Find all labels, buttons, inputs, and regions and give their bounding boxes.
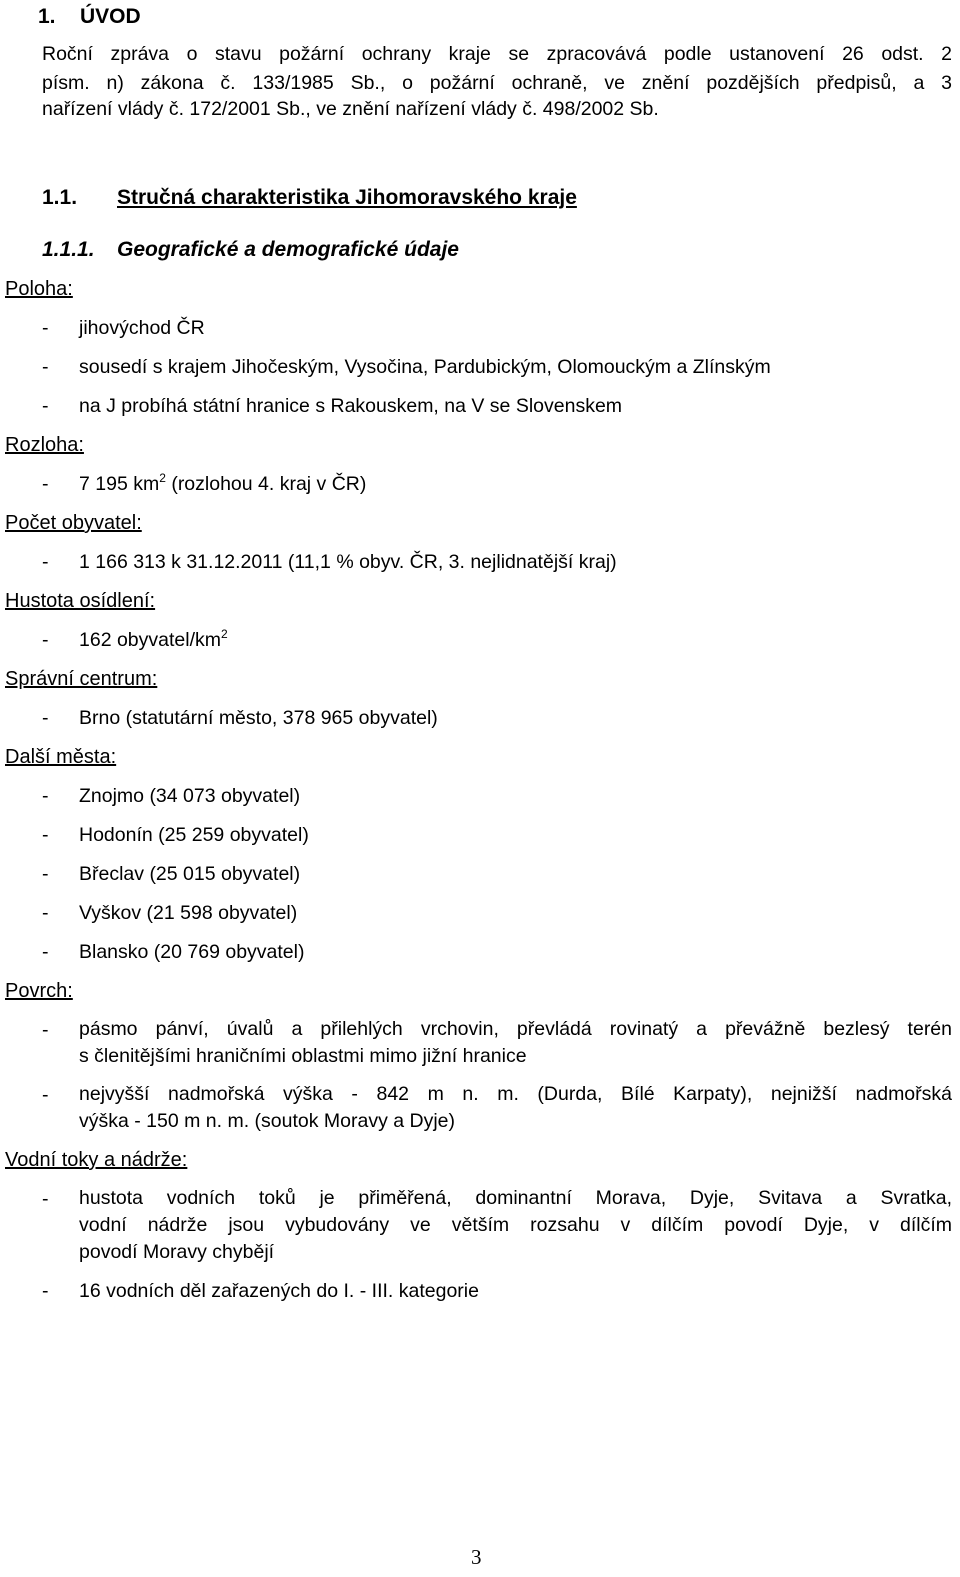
rozloha-suffix: (rozlohou 4. kraj v ČR) bbox=[165, 473, 367, 495]
hustota-value bbox=[79, 629, 228, 652]
page-number: 3 bbox=[471, 1545, 482, 1569]
label-povrch: Povrch: bbox=[5, 980, 73, 1002]
bullet-dash: - bbox=[42, 863, 49, 885]
vodni-item-1-line-3: povodí Moravy chybějí bbox=[79, 1241, 275, 1263]
poloha-item: jihovýchod ČR bbox=[79, 317, 205, 339]
mesto-item: Břeclav (25 015 obyvatel) bbox=[79, 863, 301, 885]
poloha-item: na J probíhá státní hranice s Rakouskem, na V se Slovenskem bbox=[79, 395, 623, 417]
hustota-superscript: 2 bbox=[221, 627, 228, 641]
subsubsection-number: 1.1.1. bbox=[42, 238, 95, 261]
bullet-dash: - bbox=[42, 395, 49, 417]
subsection-title: Stručná charakteristika Jihomoravského kraje bbox=[117, 186, 577, 209]
label-vodni-toky: Vodní toky a nádrže: bbox=[5, 1149, 188, 1171]
intro-line-1: Roční zpráva o stavu požární ochrany kraje se zpracovává podle ustanovení 26 odst. 2 bbox=[42, 43, 952, 65]
bullet-dash: - bbox=[42, 317, 49, 339]
bullet-dash: - bbox=[42, 902, 49, 924]
mesto-item: Blansko (20 769 obyvatel) bbox=[79, 941, 305, 963]
intro-line-2: písm. n) zákona č. 133/1985 Sb., o požární ochraně, ve znění pozdějších předpisů, a 3 bbox=[42, 72, 952, 94]
mesto-item: Hodonín (25 259 obyvatel) bbox=[79, 824, 309, 846]
rozloha-number: 7 195 km bbox=[79, 473, 160, 495]
bullet-dash: - bbox=[42, 1084, 49, 1106]
rozloha-value bbox=[79, 473, 366, 496]
label-pocet-obyvatel: Počet obyvatel: bbox=[5, 512, 142, 534]
bullet-dash: - bbox=[42, 473, 49, 495]
subsection-number: 1.1. bbox=[42, 186, 78, 209]
pocet-value: 1 166 313 k 31.12.2011 (11,1 % obyv. ČR, 3. nejlidnatější kraj) bbox=[79, 551, 617, 573]
bullet-dash: - bbox=[42, 1019, 49, 1041]
bullet-dash: - bbox=[42, 1280, 49, 1302]
povrch-item-2-line-1: nejvyšší nadmořská výška - 842 m n. m. (Durda, Bílé Karpaty), nejnižší nadmořská bbox=[79, 1083, 952, 1105]
section-title: ÚVOD bbox=[80, 5, 141, 28]
povrch-item-2-line-2: výška - 150 m n. m. (soutok Moravy a Dyje) bbox=[79, 1110, 456, 1132]
bullet-dash: - bbox=[42, 629, 49, 651]
label-rozloha: Rozloha: bbox=[5, 434, 84, 456]
section-number: 1. bbox=[38, 5, 56, 28]
hustota-number: 162 obyvatel/km bbox=[79, 629, 221, 651]
povrch-item-1-line-1: pásmo pánví, úvalů a přilehlých vrchovin, převládá rovinatý a převážně bezlesý terén bbox=[79, 1018, 952, 1040]
bullet-dash: - bbox=[42, 551, 49, 573]
bullet-dash: - bbox=[42, 824, 49, 846]
mesto-item: Vyškov (21 598 obyvatel) bbox=[79, 902, 298, 924]
rozloha-superscript: 2 bbox=[159, 471, 166, 485]
vodni-item-2: 16 vodních děl zařazených do I. - III. kategorie bbox=[79, 1280, 479, 1302]
label-poloha: Poloha: bbox=[5, 278, 73, 300]
bullet-dash: - bbox=[42, 1188, 49, 1210]
label-hustota: Hustota osídlení: bbox=[5, 590, 156, 612]
mesto-item: Znojmo (34 073 obyvatel) bbox=[79, 785, 301, 807]
centrum-value: Brno (statutární město, 378 965 obyvatel) bbox=[79, 707, 438, 729]
bullet-dash: - bbox=[42, 356, 49, 378]
poloha-item: sousedí s krajem Jihočeským, Vysočina, Pardubickým, Olomouckým a Zlínským bbox=[79, 356, 771, 378]
subsubsection-title: Geografické a demografické údaje bbox=[117, 238, 459, 261]
label-spravni-centrum: Správní centrum: bbox=[5, 668, 158, 690]
bullet-dash: - bbox=[42, 941, 49, 963]
intro-line-3: nařízení vlády č. 172/2001 Sb., ve znění nařízení vlády č. 498/2002 Sb. bbox=[42, 98, 659, 120]
bullet-dash: - bbox=[42, 707, 49, 729]
povrch-item-1-line-2: s členitějšími hraničními oblastmi mimo jižní hranice bbox=[79, 1045, 527, 1067]
bullet-dash: - bbox=[42, 785, 49, 807]
label-dalsi-mesta: Další města: bbox=[5, 746, 117, 768]
vodni-item-1-line-1: hustota vodních toků je přiměřená, dominantní Morava, Dyje, Svitava a Svratka, bbox=[79, 1187, 952, 1209]
vodni-item-1-line-2: vodní nádrže jsou vybudovány ve větším rozsahu v dílčím povodí Dyje, v dílčím bbox=[79, 1214, 952, 1236]
